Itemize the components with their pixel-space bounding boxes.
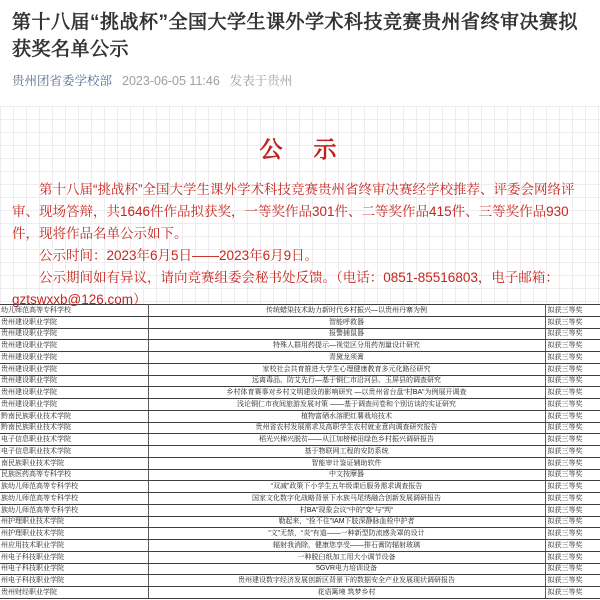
account-name-link[interactable]: 贵州团省委学校部 [12,74,113,88]
school-cell: 贵州建设职业学院 [0,387,148,399]
project-title-cell: “双减”政策下小学生五年级课后服务需求调查报告 [148,481,545,493]
school-cell: 民族医药高等专科学校 [0,469,148,481]
table-row [0,446,600,458]
project-title-cell: 特殊人群用药提示—视觉区分用药剂量设计研究 [148,340,545,352]
award-table [0,304,600,599]
award-cell: 拟获三等奖 [545,375,600,387]
notice-paragraph-period: 公示时间：2023年6月5日——2023年6月9日。 [39,248,319,263]
project-title-cell: 智能呼救器 [148,316,545,328]
award-cell: 拟获三等奖 [545,551,600,563]
award-cell: 拟获三等奖 [545,340,600,352]
project-title-cell: 辐射我消除，健康您享受——排石膏防辐射玻璃 [148,540,545,552]
table-row [0,457,600,469]
project-title-cell: 基于物联网工程的安防系统 [148,446,545,458]
award-cell: 拟获三等奖 [545,352,600,364]
school-cell: 州电子科技职业学院 [0,563,148,575]
school-cell: 族幼儿师范高等专科学校 [0,493,148,505]
table-row [0,516,600,528]
project-title-cell: 5GVR电力培训设备 [148,563,545,575]
table-row [0,551,600,563]
table-row [0,375,600,387]
table-row [0,328,600,340]
byline [12,71,586,89]
award-cell: 拟获三等奖 [545,504,600,516]
school-cell: 贵州建设职业学院 [0,363,148,375]
award-cell: 拟获三等奖 [545,469,600,481]
project-title-cell: 植物富硒水溶肥红薯栽培技术 [148,410,545,422]
award-cell: 拟获三等奖 [545,328,600,340]
award-table-body [0,305,600,599]
school-cell: 贵州建设职业学院 [0,340,148,352]
award-cell: 拟获三等奖 [545,587,600,599]
publish-location: 发表于贵州 [229,74,293,88]
project-title-cell: 智能审计鉴证辅助软件 [148,457,545,469]
school-cell: 电子信息职业技术学院 [0,446,148,458]
award-cell: 拟获三等奖 [545,575,600,587]
award-cell: 拟获三等奖 [545,305,600,317]
project-title-cell: 远离毒品、防艾先行—基于铜仁市沿河县、玉屏县的调查研究 [148,375,545,387]
school-cell: 贵州建设职业学院 [0,316,148,328]
school-cell: 幼儿师范高等专科学校 [0,305,148,317]
table-row [0,399,600,411]
table-row [0,563,600,575]
school-cell: 贵州建设职业学院 [0,375,148,387]
award-cell: 拟获三等奖 [545,516,600,528]
award-cell: 拟获三等奖 [545,528,600,540]
award-cell: 拟获三等奖 [545,493,600,505]
project-title-cell: 贵州建设数字经济发展创新区背景下的数据安全产业发展现状调研报告 [148,575,545,587]
notice-paragraph-summary: 第十八届“挑战杯”全国大学生课外学术科技竞赛贵州省终审决赛经学校推荐、评委会网络评审、现场答辩，共1646件作品拟获奖，一等奖作品301件、二等奖作品415件、三等奖作品930件，现将作品名单公示如下。 [12,182,575,241]
school-cell: 州护理职业技术学院 [0,516,148,528]
award-cell: 拟获三等奖 [545,446,600,458]
notice-paragraph-contact: 公示期间如有异议，请向竞赛组委会秘书处反馈。（电话：0851-85516803，电子邮箱：gztswxxb@126.com） [12,270,559,307]
award-cell: 拟获三等奖 [545,316,600,328]
award-cell: 拟获三等奖 [545,434,600,446]
notice-section [0,106,600,307]
table-row [0,587,600,599]
table-row [0,504,600,516]
school-cell: 州电子科技职业学院 [0,551,148,563]
award-cell: 拟获三等奖 [545,363,600,375]
project-title-cell: 贵州省农村发展需求及高职学生农村就业意向调查研究报告 [148,422,545,434]
article-header [0,0,600,89]
school-cell: 黔南民族职业技术学院 [0,422,148,434]
school-cell: 州电子科技职业学院 [0,575,148,587]
school-cell: 电子信息职业技术学院 [0,434,148,446]
school-cell: 贵州建设职业学院 [0,328,148,340]
school-cell: 贵州建设职业学院 [0,399,148,411]
table-row [0,340,600,352]
page-title: 第十八届“挑战杯”全国大学生课外学术科技竞赛贵州省终审决赛拟获奖名单公示 [12,12,579,60]
project-title-cell: 勒起来，“拴不住”IAM下肢深静脉血栓中护者 [148,516,545,528]
project-title-cell: 稻光兴梯兴脱贫——从江加榜梯田绿色乡村振兴调研报告 [148,434,545,446]
table-row [0,540,600,552]
table-row [0,410,600,422]
notice-heading: 公 示 [259,136,341,162]
table-row [0,422,600,434]
school-cell: 黔南民族职业技术学院 [0,410,148,422]
table-row [0,469,600,481]
project-title-cell: 中文按摩器 [148,469,545,481]
school-cell: 州应用技术职业学院 [0,540,148,552]
table-row [0,434,600,446]
table-row [0,493,600,505]
project-title-cell: 乡村体育赛事对乡村文明建设的影响研究 —以贵州省台盘“村BA”为例展开调查 [148,387,545,399]
school-cell: 州护理职业技术学院 [0,528,148,540]
award-cell: 拟获三等奖 [545,399,600,411]
award-cell: 拟获三等奖 [545,387,600,399]
project-title-cell: “文”无禁，“炎”有道——一种新型防流感灸罩的设计 [148,528,545,540]
school-cell: 南民族职业技术学院 [0,457,148,469]
table-row [0,316,600,328]
table-row [0,363,600,375]
table-row [0,387,600,399]
table-row [0,352,600,364]
project-title-cell: 一种脱臼纸加工用大小调节设备 [148,551,545,563]
school-cell: 族幼儿师范高等专科学校 [0,481,148,493]
table-row [0,481,600,493]
project-title-cell: 家校社会共育推进大学生心理健康教育多元化路径研究 [148,363,545,375]
project-title-cell: 国家文化数字化战略背景下水族马尾绣融合创新发展调研报告 [148,493,545,505]
publish-timestamp: 2023-06-05 11:46 [122,74,220,88]
project-title-cell: 传统蜡染技术助力新时代乡村振兴—以贵州丹寨为例 [148,305,545,317]
award-cell: 拟获三等奖 [545,422,600,434]
project-title-cell: 报警捕鼠器 [148,328,545,340]
award-cell: 拟获三等奖 [545,457,600,469]
school-cell: 贵州财经职业学院 [0,587,148,599]
school-cell: 族幼儿师范高等专科学校 [0,504,148,516]
project-title-cell: 花语篱境 筑梦乡村 [148,587,545,599]
table-row [0,528,600,540]
project-title-cell: 村BA”现象会议“中的”变“与”判“ [148,504,545,516]
award-cell: 拟获三等奖 [545,540,600,552]
notice-body [12,179,589,311]
award-cell: 拟获三等奖 [545,410,600,422]
project-title-cell: 浅论铜仁市夜间旅游发展对策 ——基于调查问卷和个别访谈的实证研究 [148,399,545,411]
award-cell: 拟获三等奖 [545,481,600,493]
school-cell: 贵州建设职业学院 [0,352,148,364]
award-cell: 拟获三等奖 [545,563,600,575]
project-title-cell: 青黛龙须膏 [148,352,545,364]
table-row [0,575,600,587]
